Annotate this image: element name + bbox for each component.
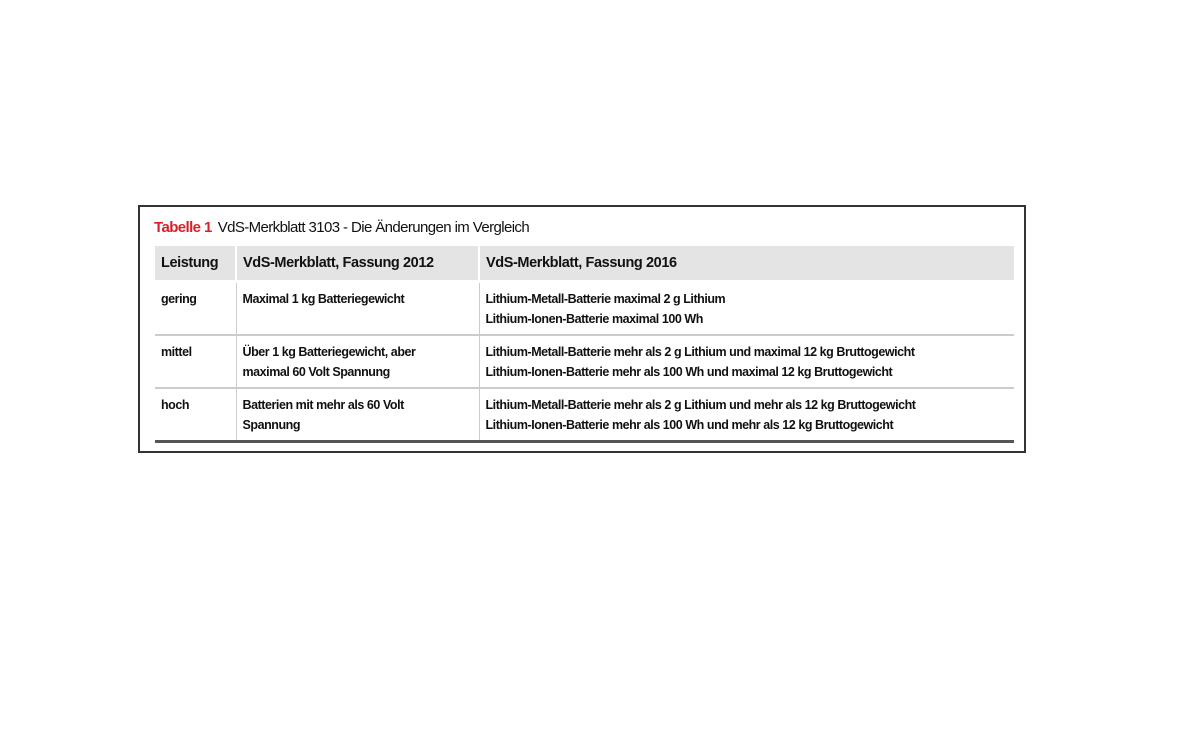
cell-line: Lithium-Metall-Batterie mehr als 2 g Lithium und maximal 12 kg Bruttogewicht <box>485 345 915 359</box>
table-caption <box>154 219 529 236</box>
cell-2012 <box>236 388 479 442</box>
cell-2016 <box>479 335 1014 388</box>
cell-line: Batterien mit mehr als 60 Volt <box>242 398 404 412</box>
cell-2016 <box>479 282 1014 336</box>
cell-line: Maximal 1 kg Batteriegewicht <box>242 292 405 306</box>
cell-2012 <box>236 335 479 388</box>
header-2012: VdS-Merkblatt, Fassung 2012 <box>236 246 479 282</box>
table-row <box>155 282 1014 336</box>
cell-line: Lithium-Ionen-Batterie mehr als 100 Wh und mehr als 12 kg Bruttogewicht <box>485 418 894 432</box>
cell-line: Lithium-Ionen-Batterie maximal 100 Wh <box>485 312 703 326</box>
table-row <box>155 388 1014 442</box>
table-label: Tabelle 1 <box>154 219 212 236</box>
cell-line: Lithium-Metall-Batterie maximal 2 g Lithium <box>485 292 726 306</box>
cell-line: Lithium-Metall-Batterie mehr als 2 g Lithium und mehr als 12 kg Bruttogewicht <box>485 398 916 412</box>
cell-level: mittel <box>155 335 236 388</box>
cell-2016 <box>479 388 1014 442</box>
table-row <box>155 335 1014 388</box>
cell-line: Spannung <box>242 418 301 432</box>
cell-2012 <box>236 282 479 336</box>
table-header-row <box>155 246 1014 282</box>
cell-line: maximal 60 Volt Spannung <box>242 365 390 379</box>
cell-line: Über 1 kg Batteriegewicht, aber <box>242 345 416 359</box>
header-2016: VdS-Merkblatt, Fassung 2016 <box>479 246 1014 282</box>
comparison-table <box>155 246 1014 443</box>
table-figure <box>138 205 1026 453</box>
cell-level: gering <box>155 282 236 336</box>
header-leistung: Leistung <box>155 246 236 282</box>
cell-line: Lithium-Ionen-Batterie mehr als 100 Wh und maximal 12 kg Bruttogewicht <box>485 365 893 379</box>
table-title: VdS-Merkblatt 3103 - Die Änderungen im Vergleich <box>217 219 530 236</box>
cell-level: hoch <box>155 388 236 442</box>
